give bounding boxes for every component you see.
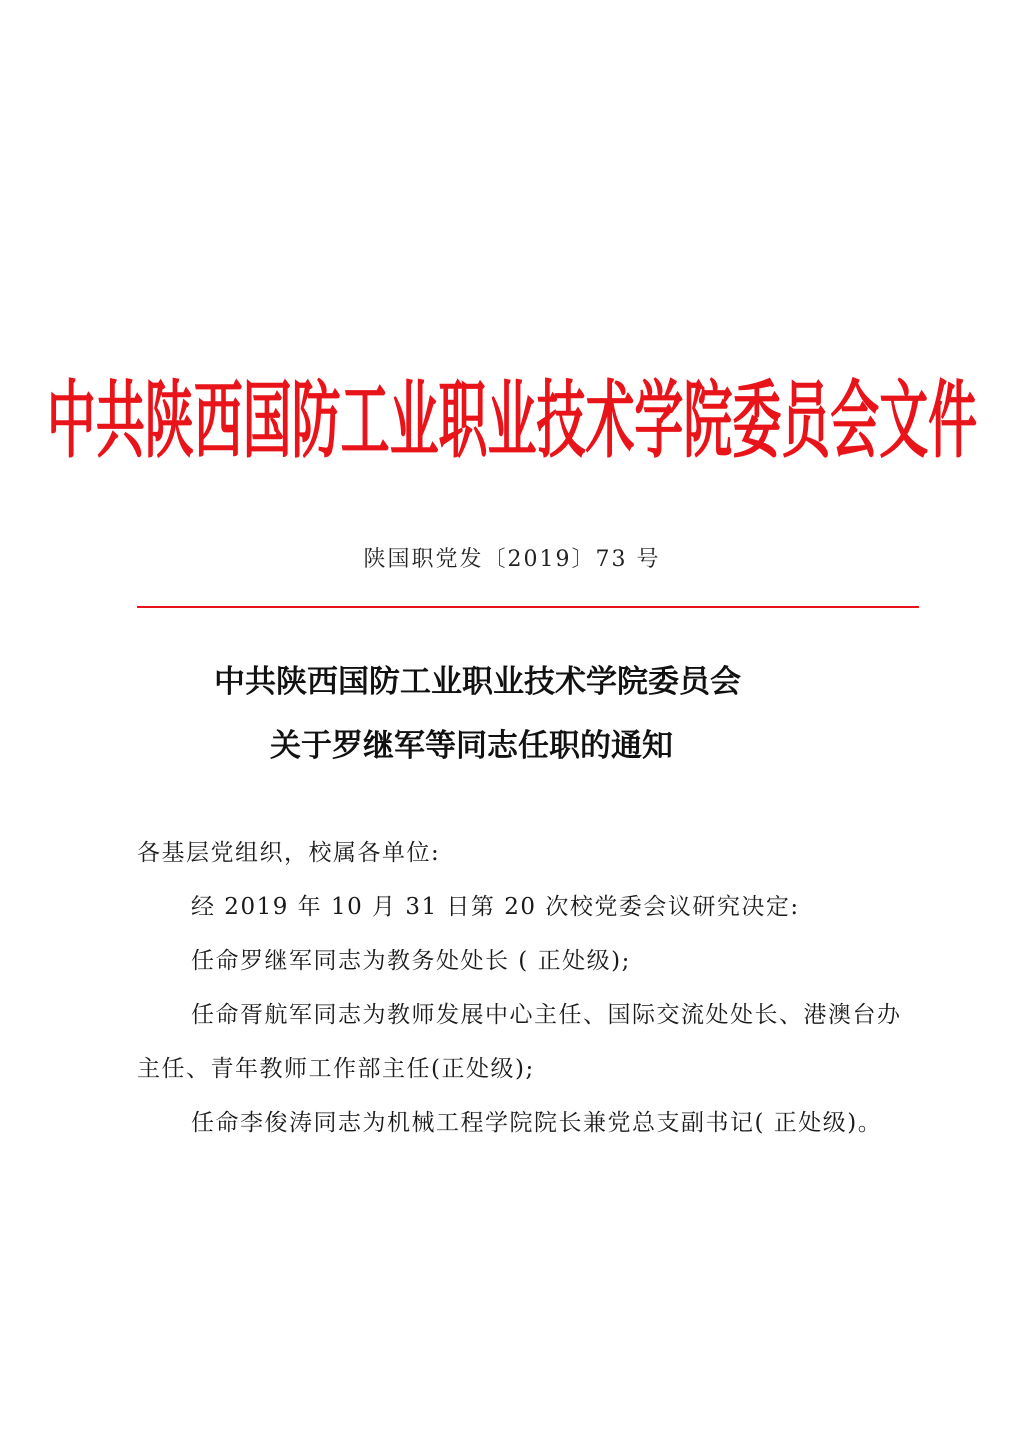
paragraph-decision: 经 2019 年 10 月 31 日第 20 次校党委会议研究决定: <box>191 894 800 920</box>
paragraph-appointment-2: 任命胥航军同志为教师发展中心主任、国际交流处处长、港澳台办主任、青年教师工作部主任(正处级); <box>137 1002 902 1082</box>
notice-title-line-2: 关于罗继军等同志任职的通知 <box>270 728 673 764</box>
notice-title-line-1: 中共陕西国防工业职业技术学院委员会 <box>214 664 741 700</box>
paragraph-appointment-1: 任命罗继军同志为教务处处长 ( 正处级); <box>191 948 631 974</box>
notice-body <box>137 880 907 1150</box>
salutation: 各基层党组织，校属各单位: <box>137 840 441 866</box>
paragraph-appointment-3: 任命李俊涛同志为机械工程学院院长兼党总支副书记( 正处级)。 <box>191 1110 883 1136</box>
masthead-title: 中共陕西国防工业职业技术学院委员会文件 <box>46 371 978 468</box>
document-masthead <box>0 358 1024 468</box>
red-divider-rule <box>137 606 919 608</box>
document-number: 陕国职党发〔2019〕73 号 <box>363 547 661 572</box>
